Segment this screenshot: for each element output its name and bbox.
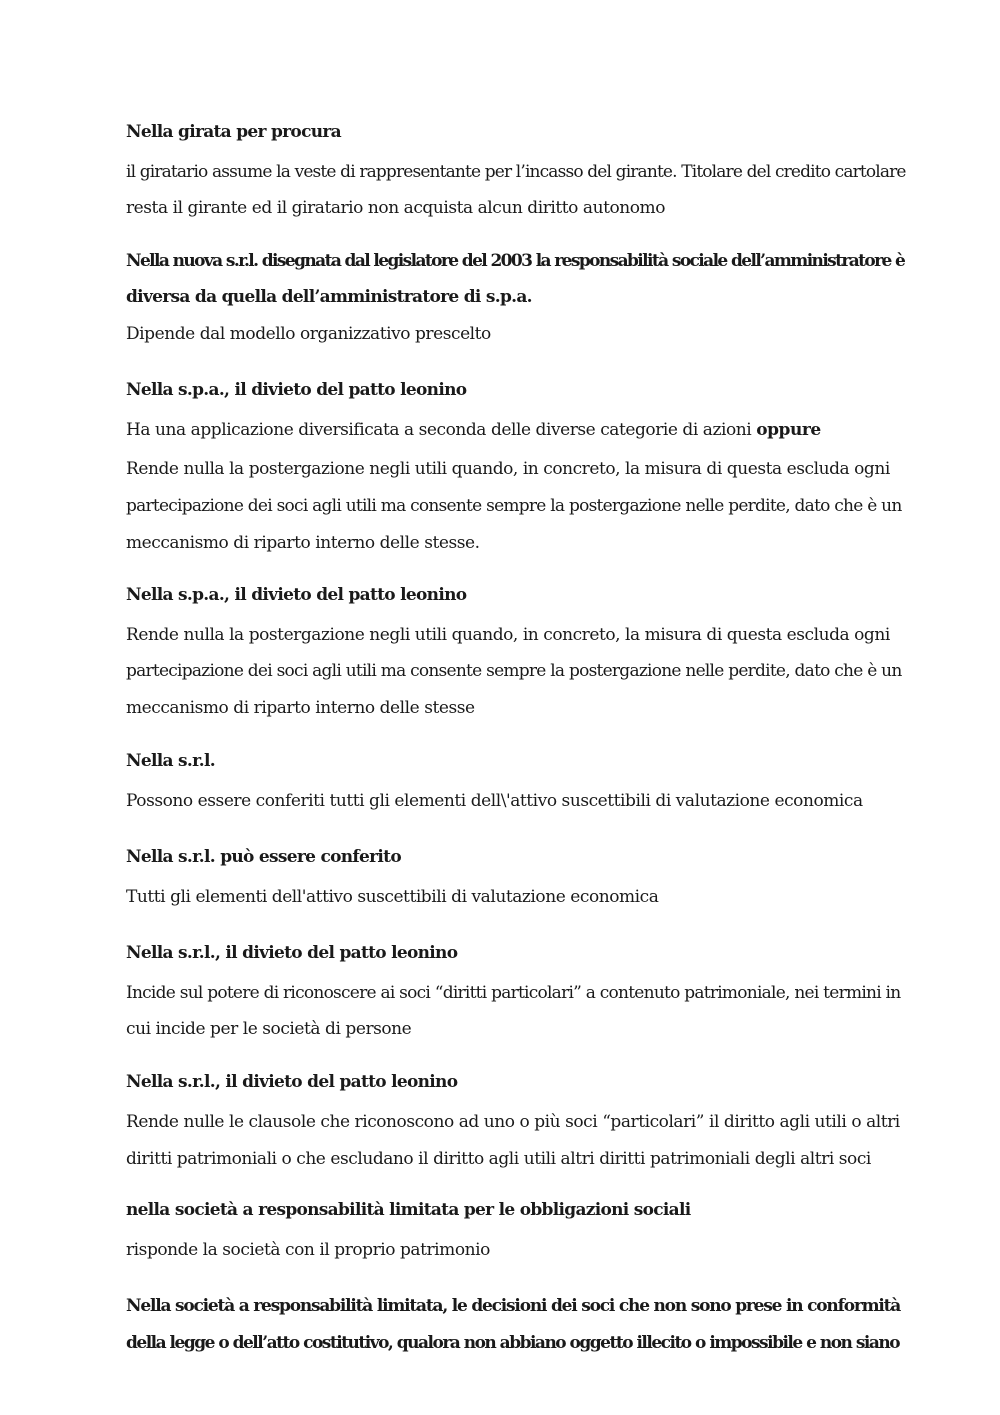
answer-9-line-1: risponde la società con il proprio patrimonio bbox=[126, 1240, 490, 1260]
answer-3b-line-2: partecipazione dei soci agli utili ma consente sempre la postergazione nelle perdite, dato che è un bbox=[126, 496, 902, 516]
question-5-line-1: Nella s.r.l. bbox=[126, 751, 215, 771]
question-2-line-1: Nella nuova s.r.l. disegnata dal legislatore del 2003 la responsabilità sociale dell’amministratore è bbox=[126, 251, 905, 271]
question-1-line-1: Nella girata per procura bbox=[126, 122, 341, 142]
answer-5-line-1: Possono essere conferiti tutti gli elementi dell\'attivo suscettibili di valutazione economica bbox=[126, 791, 863, 811]
answer-8-line-2: diritti patrimoniali o che escludano il diritto agli utili altri diritti patrimoniali degli altri soci bbox=[126, 1149, 871, 1169]
answer-8-line-1: Rende nulle le clausole che riconoscono ad uno o più soci “particolari” il diritto agli utili o altri bbox=[126, 1112, 900, 1132]
answer-1-line-2: resta il girante ed il giratario non acquista alcun diritto autonomo bbox=[126, 198, 665, 218]
question-7-line-1: Nella s.r.l., il divieto del patto leonino bbox=[126, 943, 458, 963]
answer-6-line-1: Tutti gli elementi dell'attivo suscettibili di valutazione economica bbox=[126, 887, 659, 907]
question-4-line-1: Nella s.p.a., il divieto del patto leonino bbox=[126, 585, 467, 605]
question-10-line-1: Nella società a responsabilità limitata, le decisioni dei soci che non sono prese in conformità bbox=[126, 1296, 901, 1316]
question-10-line-2: della legge o dell’atto costitutivo, qualora non abbiano oggetto illecito o impossibile e non siano bbox=[126, 1333, 900, 1353]
answer-2-line-1: Dipende dal modello organizzativo prescelto bbox=[126, 324, 491, 344]
question-2-line-2: diversa da quella dell’amministratore di s.p.a. bbox=[126, 287, 532, 307]
answer-3a-text: Ha una applicazione diversificata a seconda delle diverse categorie di azioni bbox=[126, 420, 752, 440]
question-6-line-1: Nella s.r.l. può essere conferito bbox=[126, 847, 401, 867]
question-9-line-1: nella società a responsabilità limitata per le obbligazioni sociali bbox=[126, 1200, 691, 1220]
question-3-line-1: Nella s.p.a., il divieto del patto leonino bbox=[126, 380, 467, 400]
question-8-line-1: Nella s.r.l., il divieto del patto leonino bbox=[126, 1072, 458, 1092]
answer-7-line-1: Incide sul potere di riconoscere ai soci “diritti particolari” a contenuto patrimoniale, nei termini in bbox=[126, 983, 901, 1003]
answer-7-line-2: cui incide per le società di persone bbox=[126, 1019, 412, 1039]
answer-4-line-3: meccanismo di riparto interno delle stesse bbox=[126, 698, 475, 718]
answer-3b-line-3: meccanismo di riparto interno delle stesse. bbox=[126, 533, 480, 553]
answer-3b-line-1: Rende nulla la postergazione negli utili quando, in concreto, la misura di questa escluda ogni bbox=[126, 459, 890, 479]
answer-4-line-1: Rende nulla la postergazione negli utili quando, in concreto, la misura di questa escluda ogni bbox=[126, 625, 890, 645]
answer-4-line-2: partecipazione dei soci agli utili ma consente sempre la postergazione nelle perdite, dato che è un bbox=[126, 661, 902, 681]
answer-3a-line-1 bbox=[126, 419, 821, 441]
answer-1-line-1: il giratario assume la veste di rappresentante per l’incasso del girante. Titolare del credito cartolare bbox=[126, 162, 906, 182]
answer-connector: oppure bbox=[756, 420, 821, 440]
